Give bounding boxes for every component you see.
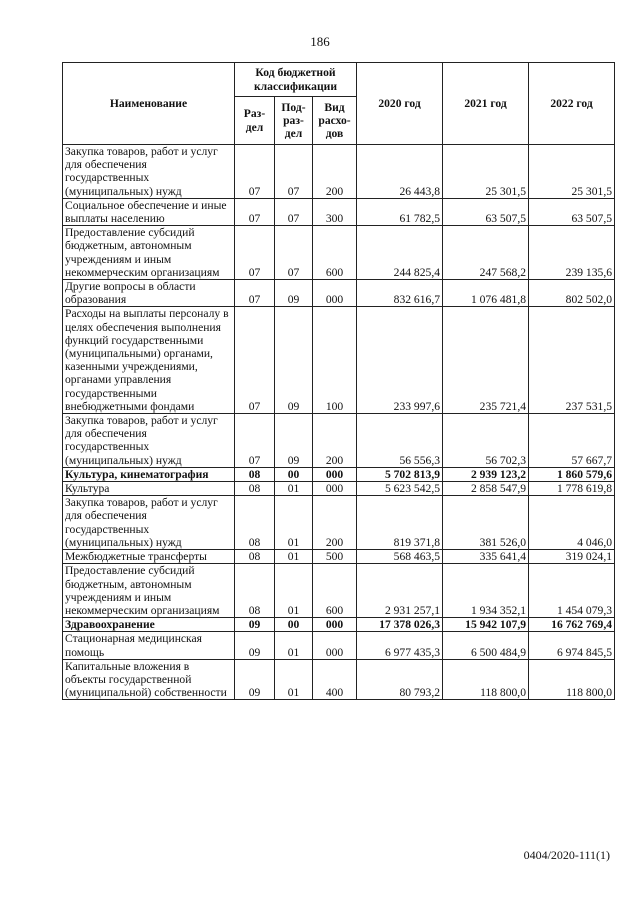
row-value-2020: 819 371,8 — [357, 496, 443, 550]
row-value-2021: 25 301,5 — [443, 145, 529, 199]
row-name: Стационарная медицинская помощь — [63, 632, 235, 659]
row-value-2022: 63 507,5 — [529, 198, 615, 225]
row-name: Культура, кинематография — [63, 467, 235, 481]
row-podrazdel: 01 — [275, 496, 313, 550]
row-value-2020: 5 702 813,9 — [357, 467, 443, 481]
row-vid: 000 — [313, 280, 357, 307]
header-podrazdel: Под-раз-дел — [275, 97, 313, 145]
row-podrazdel: 07 — [275, 145, 313, 199]
row-value-2020: 568 463,5 — [357, 550, 443, 564]
row-vid: 400 — [313, 659, 357, 700]
row-razdel: 08 — [235, 564, 275, 618]
row-value-2021: 2 858 547,9 — [443, 482, 529, 496]
table-row — [63, 632, 615, 659]
row-value-2022: 57 667,7 — [529, 414, 615, 468]
document-code: 0404/2020-111(1) — [523, 848, 610, 862]
table-row — [63, 307, 615, 414]
row-razdel: 09 — [235, 618, 275, 632]
row-vid: 600 — [313, 226, 357, 280]
table-row — [63, 145, 615, 199]
row-vid: 100 — [313, 307, 357, 414]
row-value-2020: 80 793,2 — [357, 659, 443, 700]
row-value-2020: 61 782,5 — [357, 198, 443, 225]
row-name: Закупка товаров, работ и услуг для обеспечения государственных (муниципальных) нужд — [63, 414, 235, 468]
table-row — [63, 659, 615, 700]
row-name: Капитальные вложения в объекты государственной (муниципальной) собственности — [63, 659, 235, 700]
row-name: Расходы на выплаты персоналу в целях обеспечения выполнения функций государственными (муниципальными) органами, казенными учреждениями, органами управления государственными внебюджетными фондами — [63, 307, 235, 414]
row-value-2022: 4 046,0 — [529, 496, 615, 550]
table-row — [63, 482, 615, 496]
row-value-2022: 118 800,0 — [529, 659, 615, 700]
row-name: Предоставление субсидий бюджетным, автономным учреждениям и иным некоммерческим организациям — [63, 226, 235, 280]
row-podrazdel: 01 — [275, 550, 313, 564]
row-value-2020: 244 825,4 — [357, 226, 443, 280]
row-value-2020: 233 997,6 — [357, 307, 443, 414]
table-row — [63, 198, 615, 225]
row-razdel: 07 — [235, 145, 275, 199]
table-row — [63, 467, 615, 481]
row-razdel: 07 — [235, 198, 275, 225]
row-podrazdel: 07 — [275, 198, 313, 225]
table-row — [63, 414, 615, 468]
row-value-2020: 26 443,8 — [357, 145, 443, 199]
row-value-2022: 239 135,6 — [529, 226, 615, 280]
row-razdel: 08 — [235, 496, 275, 550]
row-value-2021: 2 939 123,2 — [443, 467, 529, 481]
row-vid: 200 — [313, 145, 357, 199]
row-podrazdel: 01 — [275, 482, 313, 496]
row-vid: 600 — [313, 564, 357, 618]
table-body — [63, 145, 615, 700]
row-vid: 200 — [313, 496, 357, 550]
row-name: Социальное обеспечение и иные выплаты населению — [63, 198, 235, 225]
row-vid: 300 — [313, 198, 357, 225]
row-value-2021: 118 800,0 — [443, 659, 529, 700]
row-value-2021: 1 934 352,1 — [443, 564, 529, 618]
row-value-2021: 247 568,2 — [443, 226, 529, 280]
row-value-2022: 1 778 619,8 — [529, 482, 615, 496]
table-row — [63, 226, 615, 280]
row-razdel: 07 — [235, 280, 275, 307]
row-value-2022: 319 024,1 — [529, 550, 615, 564]
header-code-group: Код бюджетной классификации — [235, 63, 357, 97]
row-vid: 000 — [313, 467, 357, 481]
row-name: Закупка товаров, работ и услуг для обеспечения государственных (муниципальных) нужд — [63, 145, 235, 199]
budget-table — [62, 62, 615, 700]
row-value-2021: 335 641,4 — [443, 550, 529, 564]
row-value-2020: 5 623 542,5 — [357, 482, 443, 496]
row-name: Здравоохранение — [63, 618, 235, 632]
row-value-2021: 235 721,4 — [443, 307, 529, 414]
row-name: Предоставление субсидий бюджетным, автономным учреждениям и иным некоммерческим организациям — [63, 564, 235, 618]
row-razdel: 07 — [235, 226, 275, 280]
row-value-2020: 2 931 257,1 — [357, 564, 443, 618]
row-value-2021: 1 076 481,8 — [443, 280, 529, 307]
row-podrazdel: 09 — [275, 280, 313, 307]
row-value-2020: 832 616,7 — [357, 280, 443, 307]
row-value-2020: 17 378 026,3 — [357, 618, 443, 632]
row-value-2022: 6 974 845,5 — [529, 632, 615, 659]
row-name: Культура — [63, 482, 235, 496]
row-name: Другие вопросы в области образования — [63, 280, 235, 307]
row-podrazdel: 00 — [275, 618, 313, 632]
page-number: 186 — [310, 34, 330, 49]
row-razdel: 08 — [235, 550, 275, 564]
row-podrazdel: 01 — [275, 659, 313, 700]
row-razdel: 08 — [235, 482, 275, 496]
table-row — [63, 550, 615, 564]
header-razdel: Раз-дел — [235, 97, 275, 145]
row-value-2021: 381 526,0 — [443, 496, 529, 550]
row-vid: 000 — [313, 482, 357, 496]
row-vid: 000 — [313, 632, 357, 659]
row-razdel: 09 — [235, 632, 275, 659]
row-value-2022: 25 301,5 — [529, 145, 615, 199]
header-name: Наименование — [63, 63, 235, 145]
header-2020: 2020 год — [357, 63, 443, 145]
row-value-2022: 1 454 079,3 — [529, 564, 615, 618]
row-vid: 000 — [313, 618, 357, 632]
row-value-2021: 6 500 484,9 — [443, 632, 529, 659]
header-2021: 2021 год — [443, 63, 529, 145]
row-razdel: 07 — [235, 307, 275, 414]
row-value-2020: 6 977 435,3 — [357, 632, 443, 659]
row-razdel: 07 — [235, 414, 275, 468]
row-value-2022: 1 860 579,6 — [529, 467, 615, 481]
row-podrazdel: 01 — [275, 632, 313, 659]
table-row — [63, 496, 615, 550]
row-name: Закупка товаров, работ и услуг для обеспечения государственных (муниципальных) нужд — [63, 496, 235, 550]
row-value-2022: 237 531,5 — [529, 307, 615, 414]
row-podrazdel: 00 — [275, 467, 313, 481]
table-row — [63, 280, 615, 307]
row-name: Межбюджетные трансферты — [63, 550, 235, 564]
row-podrazdel: 09 — [275, 307, 313, 414]
row-value-2020: 56 556,3 — [357, 414, 443, 468]
row-value-2021: 15 942 107,9 — [443, 618, 529, 632]
row-value-2022: 802 502,0 — [529, 280, 615, 307]
row-podrazdel: 09 — [275, 414, 313, 468]
row-value-2022: 16 762 769,4 — [529, 618, 615, 632]
row-vid: 200 — [313, 414, 357, 468]
row-razdel: 09 — [235, 659, 275, 700]
row-value-2021: 56 702,3 — [443, 414, 529, 468]
table-row — [63, 618, 615, 632]
row-podrazdel: 07 — [275, 226, 313, 280]
row-value-2021: 63 507,5 — [443, 198, 529, 225]
row-vid: 500 — [313, 550, 357, 564]
row-razdel: 08 — [235, 467, 275, 481]
table-header — [63, 63, 615, 145]
table-row — [63, 564, 615, 618]
row-podrazdel: 01 — [275, 564, 313, 618]
header-2022: 2022 год — [529, 63, 615, 145]
header-vid: Вид расхо-дов — [313, 97, 357, 145]
